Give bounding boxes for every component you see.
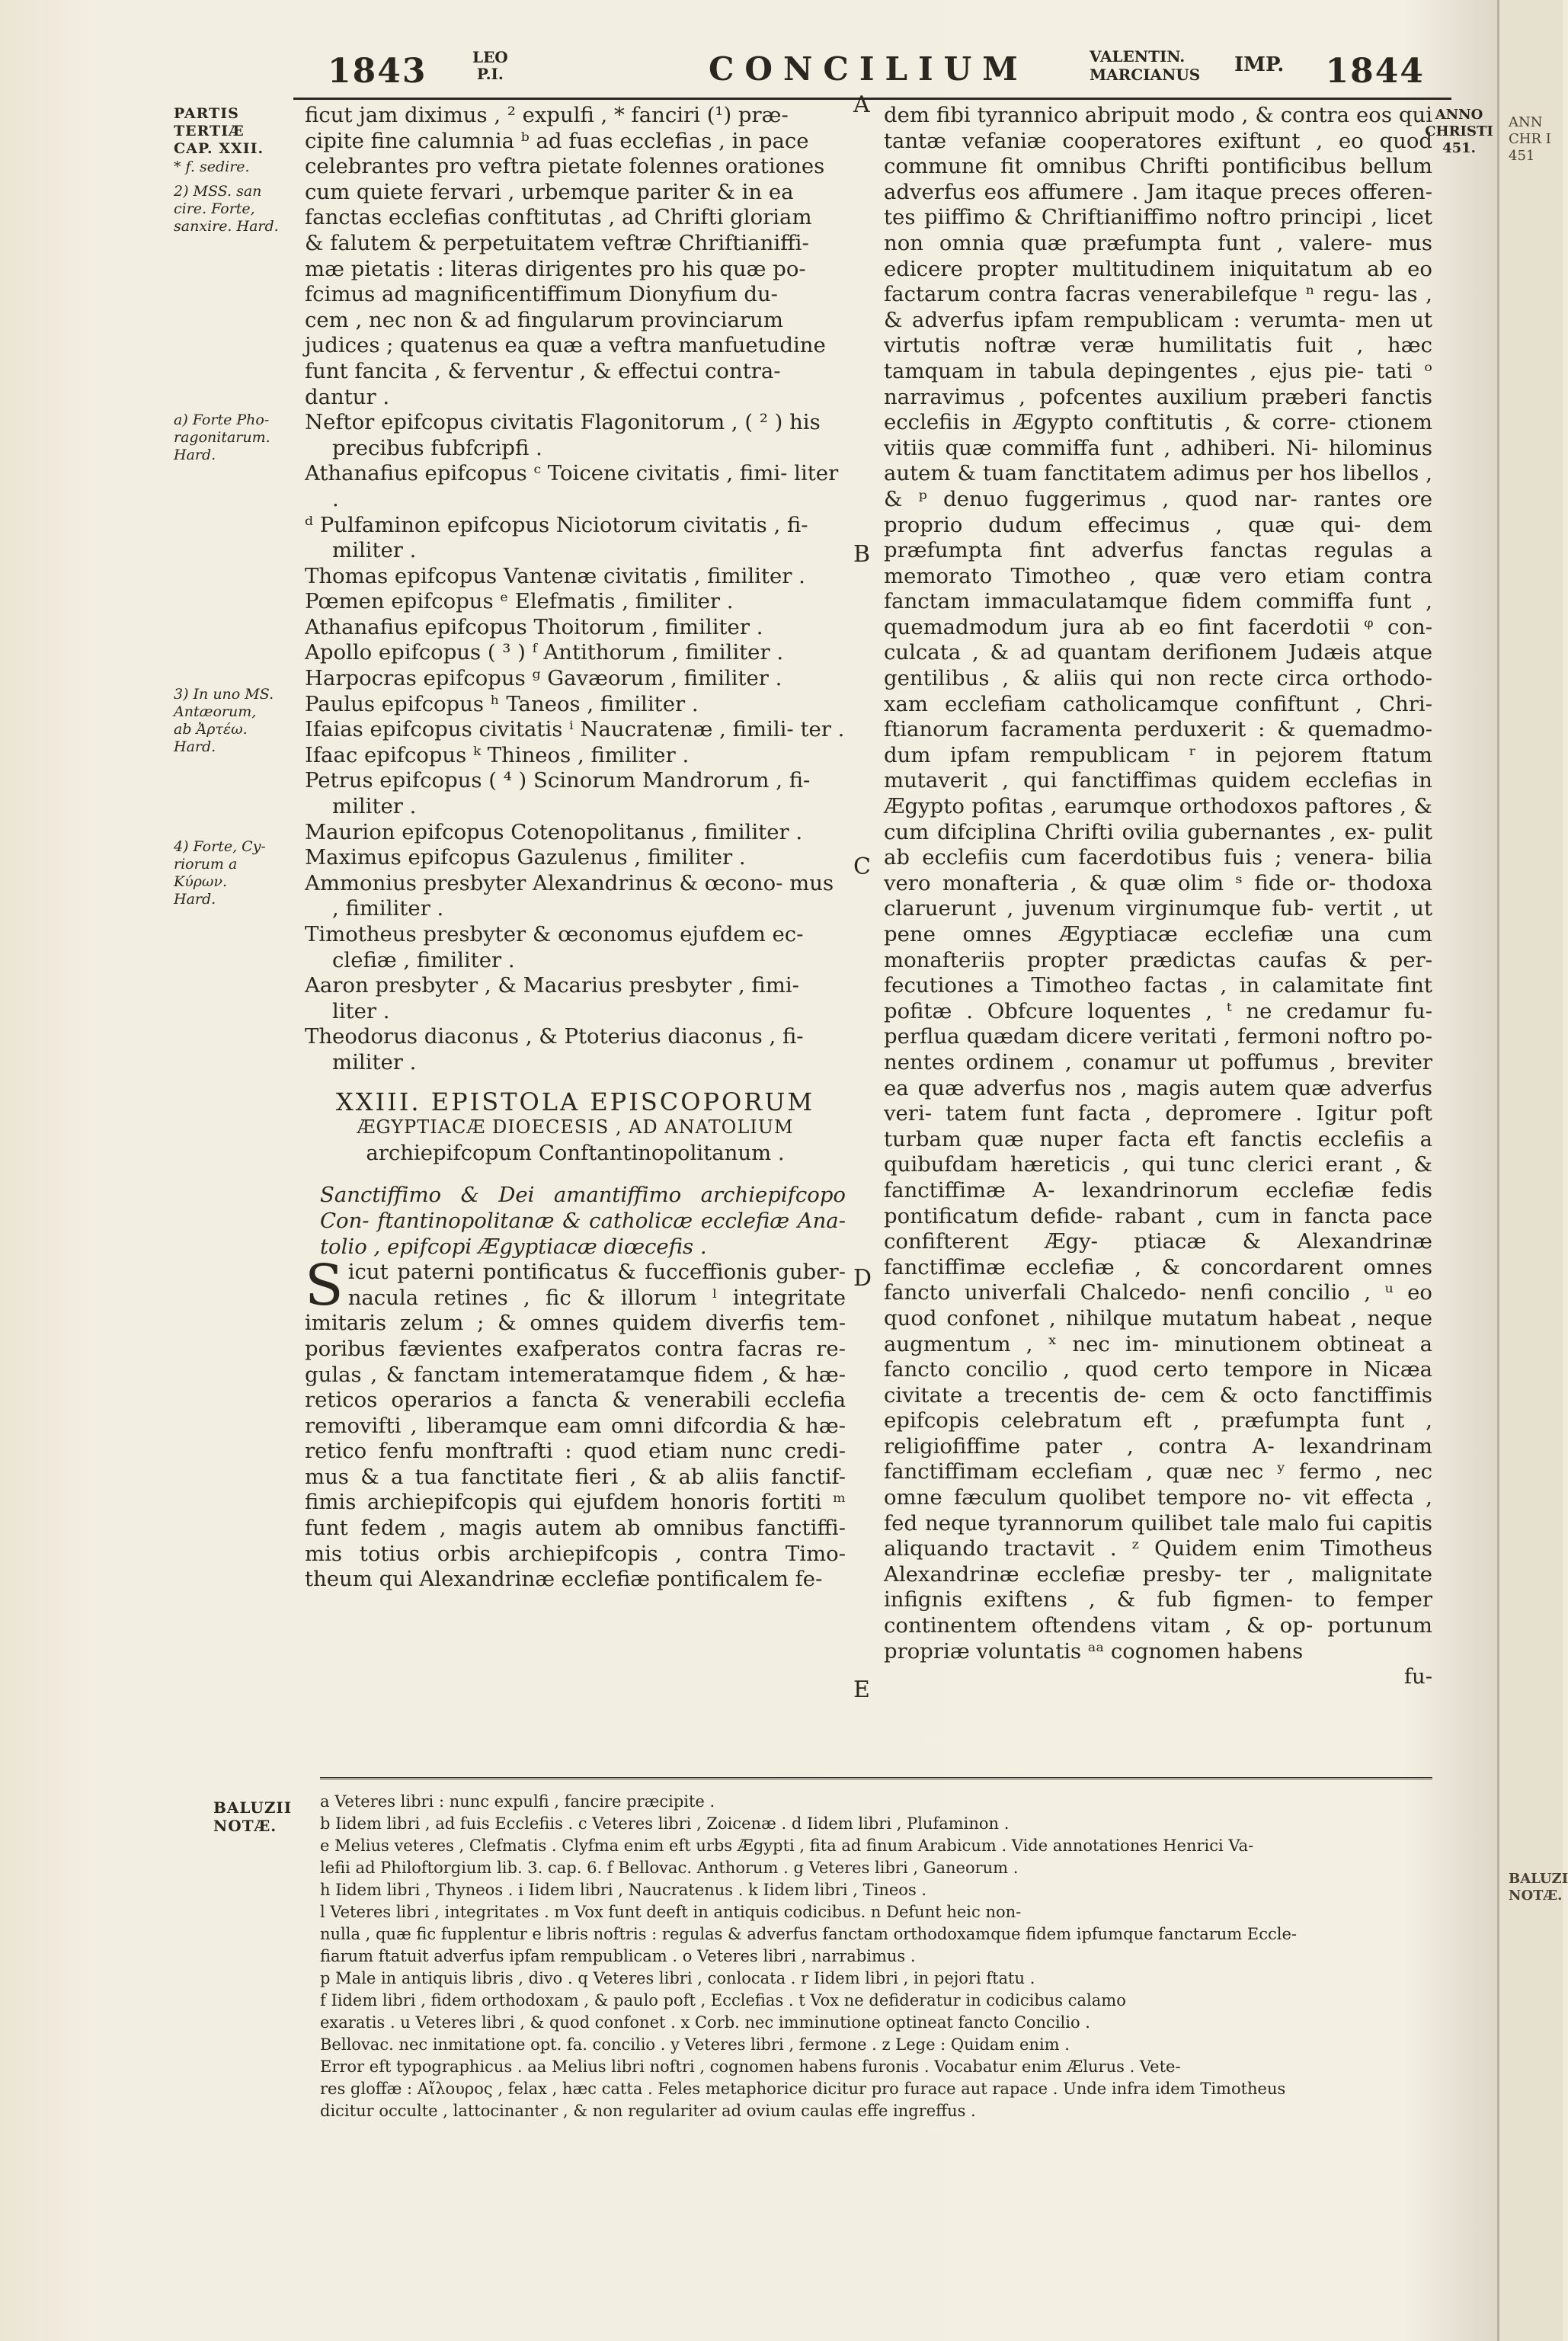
margin-line: Κύρων. bbox=[174, 873, 227, 890]
text-line: funt fancita , & ferventur , & effectui contra- bbox=[305, 358, 781, 383]
running-header bbox=[312, 46, 1455, 99]
signatory: Pœmen epifcopus ᵉ Elefmatis , fimiliter . bbox=[305, 589, 734, 614]
notes-label-line: BALUZII bbox=[213, 1798, 293, 1817]
margin-line: sanxire. Hard. bbox=[174, 218, 279, 235]
next-page-anno bbox=[1509, 114, 1551, 165]
page-number-right: 1844 bbox=[1325, 52, 1425, 91]
margin-line: TERTIÆ bbox=[174, 123, 245, 139]
section-letter-e: E bbox=[853, 1676, 870, 1703]
header-rule bbox=[293, 98, 1451, 100]
emperor-line2: MARCIANUS bbox=[1090, 66, 1201, 84]
text-line: dantur . bbox=[305, 384, 390, 409]
margin-line: ragonitarum. bbox=[174, 429, 270, 446]
signatory: Harpocras epifcopus ᵍ Gavæorum , fimiliter . bbox=[305, 666, 782, 691]
anno-line: ANNO bbox=[1435, 107, 1483, 123]
note-line: l Veteres libri , integritates . m Vox funt deeft in antiquis codicibus. n Defunt heic non- bbox=[320, 1903, 1022, 1921]
signatory: Ammonius presbyter Alexandrinus & œcono- mus , fimiliter . bbox=[305, 870, 834, 921]
margin-note-star: * f. sedire. bbox=[174, 159, 250, 175]
catchword: fu- bbox=[1403, 1664, 1432, 1689]
notes-block bbox=[320, 1791, 1432, 2122]
margin-line: 4) Forte, Cy- bbox=[174, 838, 266, 855]
next-anno-line: ANN bbox=[1509, 114, 1543, 130]
margin-line: Antæorum, bbox=[174, 703, 257, 720]
pope-name: LEO bbox=[472, 48, 508, 66]
text-line: judices ; quatenus ea quæ a veftra manfuetudine bbox=[305, 333, 826, 358]
note-line: b Iidem libri , ad fuis Ecclefiis . c Veteres libri , Zoicenæ . d Iidem libri , Plufaminon . bbox=[320, 1814, 1010, 1833]
emperor-suffix: IMP. bbox=[1234, 53, 1285, 76]
text-line: fanctas ecclefias conftitutas , ad Chrifti gloriam bbox=[305, 205, 812, 230]
signatory: Athanafius epifcopus Thoitorum , fimiliter . bbox=[305, 614, 763, 639]
section-letter-a: A bbox=[853, 91, 870, 118]
section-letter-c: C bbox=[853, 853, 871, 880]
signatory: Ifaac epifcopus ᵏ Thineos , fimiliter . bbox=[305, 742, 690, 767]
next-anno-line: 451 bbox=[1509, 148, 1535, 164]
margin-line: 2) MSS. san bbox=[174, 183, 262, 200]
note-line: h Iidem libri , Thyneos . i Iidem libri , Naucratenus . k Iidem libri , Tineos . bbox=[320, 1881, 927, 1899]
note-line: e Melius veteres , Clefmatis . Clyfma enim eft urbs Ægypti , fita ad finum Arabicum . Vide annotationes Henrici Va- bbox=[320, 1837, 1254, 1855]
signatory: Apollo epifcopus ( ³ ) ᶠ Antithorum , fimiliter . bbox=[305, 640, 784, 665]
margin-line: PARTIS bbox=[174, 105, 239, 122]
epistle-heading: XXIII. EPISTOLA EPISCOPORUM bbox=[335, 1087, 815, 1116]
margin-line: Hard. bbox=[174, 447, 216, 463]
signatory: Thomas epifcopus Vantenæ civitatis , fimiliter . bbox=[305, 563, 805, 588]
margin-note-3 bbox=[174, 686, 299, 756]
note-line: exaratis . u Veteres libri , & quod confonet . x Corb. nec imminutione optineat fancto Concilio . bbox=[320, 2013, 1090, 2032]
signatory: Maximus epifcopus Gazulenus , fimiliter . bbox=[305, 845, 746, 870]
margin-partis bbox=[174, 105, 299, 158]
text-line: fcimus ad magnificentiffimum Dionyfium du- bbox=[305, 282, 778, 307]
margin-note-a bbox=[174, 412, 299, 464]
note-line: Bellovac. nec inmitatione opt. fa. concilio . y Veteres libri , fermone . z Lege : Quidam enim . bbox=[320, 2035, 1070, 2054]
epistle-body bbox=[305, 1253, 846, 1593]
signatory: ᵈ Pulfaminon epifcopus Niciotorum civitatis , fi- militer . bbox=[305, 512, 808, 563]
notes-label bbox=[213, 1798, 292, 1835]
opening-paragraph bbox=[305, 103, 846, 410]
text-line: cem , nec non & ad fingularum provinciarum bbox=[305, 307, 783, 332]
emperor-line1: VALENTIN. bbox=[1090, 47, 1186, 66]
signatory: Petrus epifcopus ( ⁴ ) Scinorum Mandrorum , fi- militer . bbox=[305, 768, 811, 819]
drop-cap: S bbox=[305, 1253, 344, 1319]
next-anno-line: CHR I bbox=[1509, 131, 1551, 147]
epistle-subheading: ÆGYPTIACÆ DIOECESIS , AD ANATOLIUM bbox=[357, 1116, 794, 1138]
margin-anno bbox=[1425, 107, 1493, 157]
pope-label bbox=[472, 49, 508, 82]
signatory: Ifaias epifcopus civitatis ⁱ Naucratenæ , fimili- ter . bbox=[305, 717, 845, 742]
signatory: Theodorus diaconus , & Ptoterius diaconus , fi- militer . bbox=[305, 1024, 804, 1074]
signatory: Neftor epifcopus civitatis Flagonitorum , ( ² ) his precibus fubfcripfi . bbox=[305, 410, 821, 460]
salutation: Sanctiffimo & Dei amantiffimo archiepifcopo Con- ftantinopolitanæ & catholicæ ecclefiæ Ana- tolio , epifcopi Ægyptiacæ diœcefis . bbox=[320, 1183, 846, 1259]
text-line: mæ pietatis : literas dirigentes pro his quæ po- bbox=[305, 256, 806, 281]
next-page-edge bbox=[1497, 0, 1568, 2341]
margin-line: cire. Forte, bbox=[174, 200, 255, 217]
emperor-label bbox=[1090, 47, 1200, 84]
margin-line: 3) In uno MS. bbox=[174, 686, 274, 703]
signatory: Paulus epifcopus ʰ Taneos , fimiliter . bbox=[305, 691, 699, 716]
margin-note-4 bbox=[174, 838, 299, 908]
signatory: Athanafius epifcopus ᶜ Toicene civitatis , fimi- liter . bbox=[305, 461, 839, 511]
next-page-baluzii bbox=[1509, 1871, 1568, 1904]
next-baluzii-line: NOTÆ. bbox=[1509, 1888, 1563, 1904]
signatory-list bbox=[305, 410, 846, 1075]
right-column bbox=[884, 103, 1432, 1690]
text-line: & falutem & perpetuitatem veftræ Chriftianiffi- bbox=[305, 230, 809, 255]
anno-line: 451. bbox=[1442, 140, 1476, 156]
section-letter-b: B bbox=[853, 541, 871, 568]
notes-label-line: NOTÆ. bbox=[213, 1817, 277, 1835]
note-line: lefii ad Philoftorgium lib. 3. cap. 6. f Bellovac. Anthorum . g Veteres libri , Ganeorum . bbox=[320, 1859, 1019, 1877]
text-line: ficut jam diximus , ² expulfi , * fanciri (¹) præ- bbox=[305, 103, 789, 127]
note-line: a Veteres libri : nunc expulfi , fancire præcipite . bbox=[320, 1792, 715, 1811]
note-line: p Male in antiquis libris , divo . q Veteres libri , conlocata . r Iidem libri , in pejori ftatu . bbox=[320, 1969, 1035, 1987]
text-line: cipite fine calumnia ᵇ ad fuas ecclefias , in pace bbox=[305, 128, 809, 153]
right-column-text: dem fibi tyrannico abripuit modo , & contra eos qui tantæ vefaniæ cooperatores exiftunt , eo quod commune fit omnibus Chrifti pontificibus bellum adverfus eos affumere . Jam itaque preces offeren- tes piiffimo & Chriftianiffimo noftro principi , licet non omnia quæ præfumpta funt , valere- mus edicere propter multitudinem iniquitatum ab eo factarum contra facras venerabilefque ⁿ regu- las , & adverfus ipfam rempublicam : verumta- men ut virtutis noftræ veræ humilitatis fuit , hæc tamquam in tabula depingentes , ejus pie- tati ᵒ narravimus , pofcentes auxilium præberi fanctis ecclefiis in Ægypto conftitutis , & corre- ctionem vitiis quæ commiffa funt , adhiberi. Ni- hilominus autem & tuam fanctitatem adimus per hos libellos , & ᵖ denuo fuggerimus , quod nar- rantes ore proprio dudum effecimus , quæ qui- dem præfumpta fint adverfus fanctas regulas a memorato Timotheo , quæ vero etiam contra fanctam immaculatamque fidem commiffa funt , quemadmodum jura ab eo fint facerdotii ᵠ con- culcata , & ad quantam derifionem Judæis atque gentilibus , & aliis qui non recte circa orthodo- xam ecclefiam catholicamque confiftunt , Chri- ftianorum facramenta perduxerit : & quemadmo- dum ipfam rempublicam ʳ in pejorem ftatum mutaverit , qui fanctiffimas quidem ecclefias in Ægypto pofitas , earumque orthodoxos paftores , & cum difciplina Chrifti ovilia gubernantes , ex- pulit ab ecclefiis cum facerdotibus fuis ; venera- bilia vero monafteria , & quæ olim ˢ fide or- thodoxa claruerunt , juvenum virginumque fub- vertit , ut pene omnes Ægyptiacæ ecclefiæ una cum monafteriis propter prædictas caufas & per- fecutiones a Timotheo factas , in calamitate fint pofitæ . Obfcure loquentes , ᵗ ne credamur fu- perflua quædam dicere veritati , fermoni noftro po- nentes ordinem , conamur ut poffumus , breviter ea quæ adverfus nos , magis autem quæ adverfus veri- tatem funt facta , depromere . Igitur poft turbam quæ nuper facta eft fanctis ecclefiis a quibufdam hæreticis , qui tunc clerici erant , & fanctiffimæ A- lexandrinorum ecclefiæ fedis pontificatum defide- rabant , cum in fancta pace confifterent Ægy- ptiacæ & Alexandrinæ fanctiffimæ ecclefiæ , & concordarent omnes fancto univerfali Chalcedo- nenfi concilio , ᵘ eo quod confonet , nihilque mutatum habeat , neque augmentum , ˣ nec im- minutionem obtineat a fancto concilio , quod certo tempore in Nicæa civitate a trecentis de- cem & octo fanctiffimis epifcopis celebratum eft , præfumpta funt , religiofiffime pater , contra A- lexandrinam fanctiffimam ecclefiam , quæ nec ʸ fermo , nec omne fæculum quolibet tempore no- vit effecta , fed neque tyrannorum quilibet tale malo fui capitis aliquando tractavit . ᶻ Quidem enim Timotheus Alexandrinæ ecclefiæ presby- ter , malignitate infignis exiftens , & fub figmen- to femper continentem oftendens vitam , & op- portunum propriæ voluntatis ᵃᵃ cognomen habens bbox=[884, 103, 1432, 1664]
margin-line: a) Forte Pho- bbox=[174, 412, 270, 428]
text-line: celebrantes pro veftra pietate folennes orationes bbox=[305, 154, 825, 179]
margin-note-2 bbox=[174, 183, 299, 235]
epistle-subheading-2: archiepifcopum Conftantinopolitanum . bbox=[366, 1140, 785, 1165]
page-number-left: 1843 bbox=[328, 52, 427, 91]
margin-line: ab Ἀρτέω. bbox=[174, 721, 248, 738]
text-line: cum quiete fervari , urbemque pariter & in ea bbox=[305, 179, 794, 204]
note-line: Error eft typographicus . aa Melius libri noftri , cognomen habens furonis . Vocabatur enim Ælurus . Vete- bbox=[320, 2058, 1181, 2076]
note-line: f Iidem libri , fidem orthodoxam , & paulo poft , Ecclefias . t Vox ne defideratur in codicibus calamo bbox=[320, 1991, 1126, 2010]
epistle-body-text: icut paterni pontificatus & fucceffionis guber- nacula retines , fic & illorum ˡ integritate imitaris zelum ; & omnes quidem diverfis tem- poribus fævientes exafperatos contra facras re- gulas , & fanctam intemeratamque fidem , & hæ- reticos operarios a fancta & venerabili ecclefia removifti , liberamque eam omni difcordia & hæ- retico fenfu monftrafti : quod etiam nunc credi- mus & a tua fanctitate fieri , & ab aliis fanctif- fimis archiepifcopis qui ejufdem honoris fortiti ᵐ funt fedem , magis autem ab omnibus fanctiffi- mis totius orbis archiepifcopis , contra Timo- theum qui Alexandrinæ ecclefiæ pontificalem fe- bbox=[305, 1260, 846, 1592]
margin-line: Hard. bbox=[174, 891, 216, 908]
signatory: Timotheus presbyter & œconomus ejufdem ec- clefiæ , fimiliter . bbox=[305, 922, 804, 972]
next-baluzii-line: BALUZI bbox=[1509, 1871, 1568, 1887]
note-line: res gloffæ : Αἴλουρος , felax , hæc catta . Feles metaphorice dicitur pro furace aut rapace . Unde infra idem Timotheus bbox=[320, 2080, 1286, 2098]
left-column bbox=[305, 103, 846, 1593]
notes-rule bbox=[320, 1777, 1432, 1779]
margin-line: Hard. bbox=[174, 738, 216, 755]
note-line: fiarum ftatuit adverfus ipfam rempublicam . o Veteres libri , narrabimus . bbox=[320, 1947, 916, 1965]
section-letter-d: D bbox=[853, 1265, 872, 1292]
pope-number: P.I. bbox=[476, 65, 504, 83]
anno-line: CHRISTI bbox=[1425, 123, 1493, 139]
note-line: nulla , quæ fic fupplentur e libris noftris : regulas & adverfus fanctam orthodoxamque fidem ipfumque fanctarum Eccle- bbox=[320, 1925, 1297, 1943]
running-title: CONCILIUM bbox=[709, 50, 1029, 88]
signatory: Aaron presbyter , & Macarius presbyter , fimi- liter . bbox=[305, 973, 799, 1023]
margin-line: riorum a bbox=[174, 856, 238, 873]
note-line: dicitur occulte , lattocinanter , & non regulariter ad ovium caulas effe ingreffus . bbox=[320, 2102, 976, 2120]
margin-line: CAP. XXII. bbox=[174, 140, 264, 157]
signatory: Maurion epifcopus Cotenopolitanus , fimiliter . bbox=[305, 819, 803, 844]
